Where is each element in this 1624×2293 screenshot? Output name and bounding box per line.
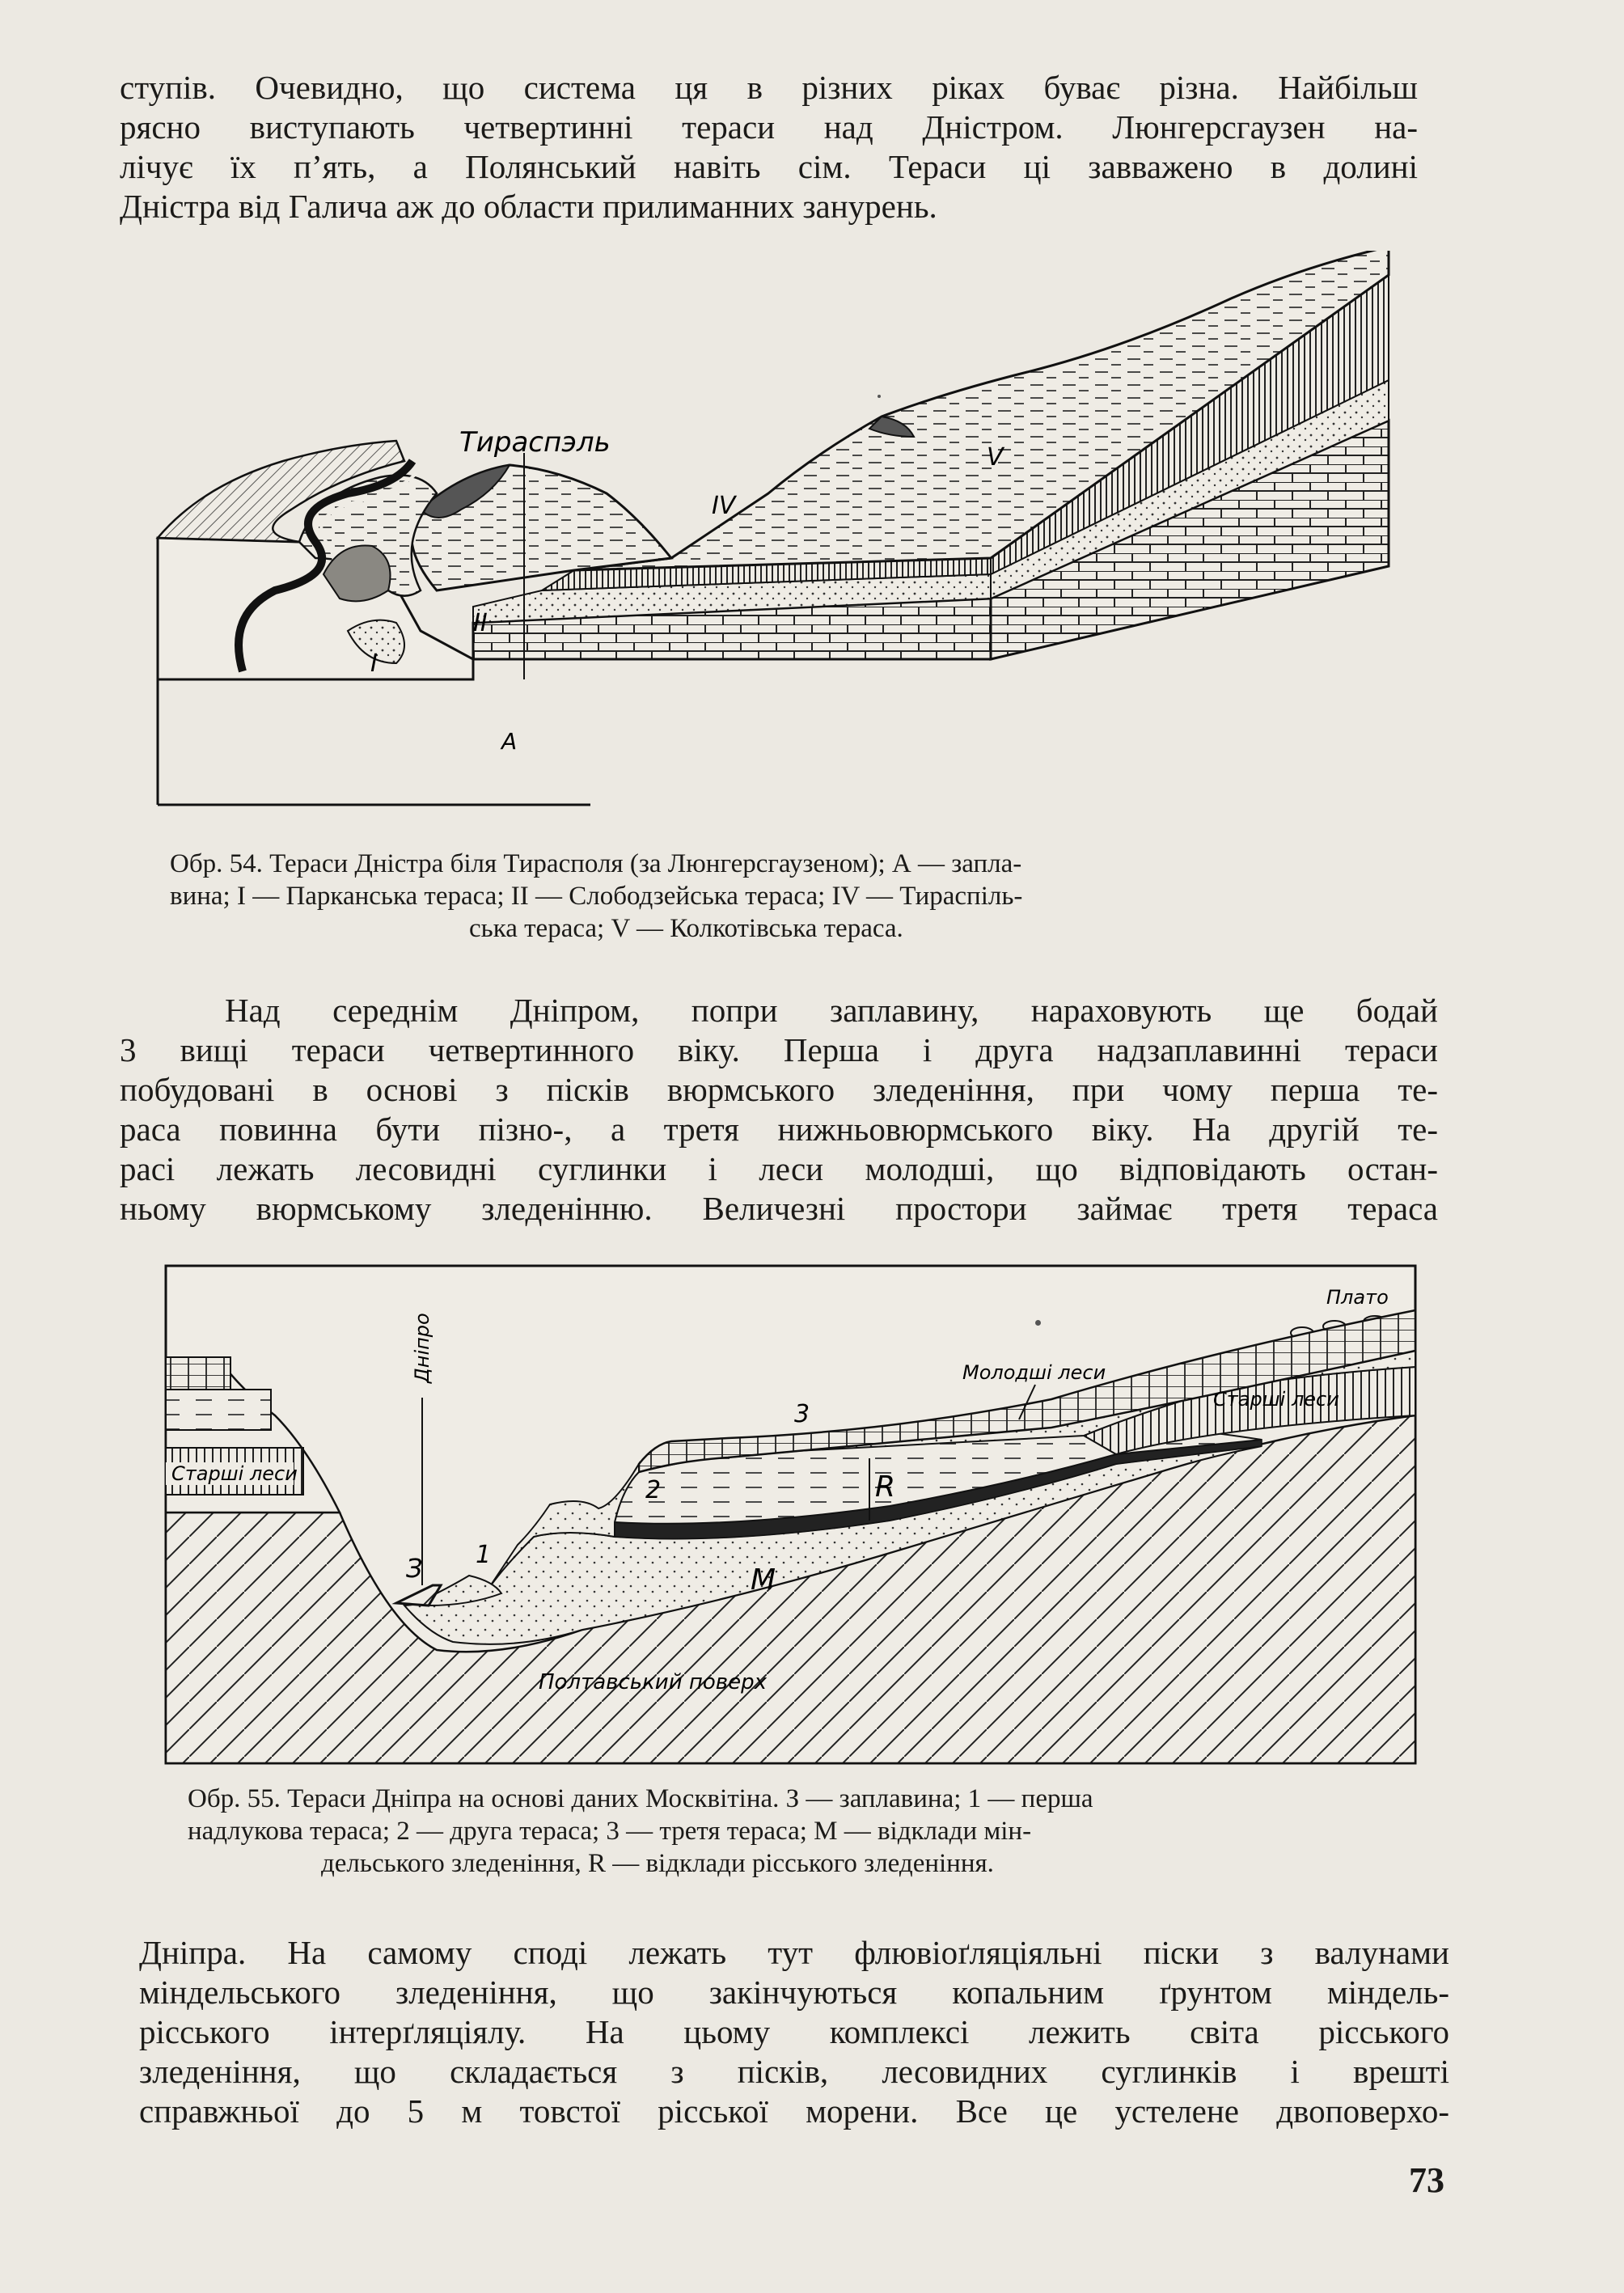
terrace-iv-label: IV xyxy=(712,492,736,520)
text-line: зледеніння, що складається з пісків, лесовидних суглинків і врешті xyxy=(139,2053,1449,2090)
text-line: расі лежать лесовидні суглинки і леси молодші, що відповідають остан- xyxy=(120,1150,1438,1187)
terrace-2-label: 2 xyxy=(645,1476,662,1504)
text-line: 3 вищі тераси четвертинного віку. Перша і друга надзаплавинні тераси xyxy=(120,1031,1438,1068)
caption-line: Обр. 55. Тераси Дніпра на основі даних Москвітіна. З — заплавина; 1 — перша xyxy=(188,1784,1093,1813)
riss-label: R xyxy=(875,1470,896,1504)
paragraph-2 xyxy=(120,991,1438,1229)
terrace-v-label: V xyxy=(987,443,1004,472)
terrace-ii-label: II xyxy=(473,609,488,637)
figure-54-block-diagram xyxy=(154,251,1407,817)
text-line: лічує їх п’ять, а Полянський навіть сім. Тераси ці завважено в долині xyxy=(120,148,1418,185)
text-line: міндельського зледеніння, що закінчуються копальним ґрунтом міндель- xyxy=(139,1974,1449,2011)
print-speck xyxy=(878,395,881,398)
plateau-label: Плато xyxy=(1326,1286,1389,1309)
figure-55-caption xyxy=(188,1783,1401,1880)
text-line: Дніпра. На самому споді лежать тут флювіоґляціяльні піски з валунами xyxy=(139,1934,1449,1971)
caption-line: вина; I — Парканська тераса; II — Слободзейська тераса; IV — Тираспіль- xyxy=(170,882,1023,911)
text-line: раса повинна бути пізно-, а третя нижньовюрмського віку. На другій те- xyxy=(120,1111,1438,1148)
page-number: 73 xyxy=(1409,2160,1444,2200)
young-loess-label: Молодші леси xyxy=(962,1361,1106,1384)
paragraph-3 xyxy=(139,1933,1449,2131)
text-line: рясно виступають четвертинні тераси над Дністром. Люнгерсгаузен на- xyxy=(120,108,1418,146)
left-pebble-layer xyxy=(166,1390,271,1430)
terrace-1-label: 1 xyxy=(476,1541,492,1569)
print-speck xyxy=(1035,1320,1041,1326)
text-line: справжньої до 5 м товстої рісської морени. Все це устелене двоповерхо- xyxy=(139,2092,1449,2130)
paragraph-1 xyxy=(120,68,1418,226)
floodplain-a-label: A xyxy=(501,728,518,755)
text-line: Над середнім Дніпром, попри заплавину, нараховують ще бодай xyxy=(225,992,1438,1029)
town-label: Тираспэль xyxy=(459,426,611,459)
text-line: ступів. Очевидно, що система ця в різних ріках буває різна. Найбільш xyxy=(120,69,1418,106)
old-loess-right-label: Старші леси xyxy=(1213,1388,1339,1411)
caption-line: Обр. 54. Тераси Дністра біля Тирасполя (за Люнгерсгаузеном); А — запла- xyxy=(170,849,1022,878)
figure-55-cross-section xyxy=(162,1262,1419,1767)
floodplain-label: З xyxy=(406,1553,423,1584)
text-line: рісського інтерґляціялу. На цьому комплексі лежить світа рісського xyxy=(139,2013,1449,2050)
caption-line: ська тераса; V — Колкотівська тераса. xyxy=(469,914,903,943)
left-grid-layer xyxy=(166,1357,230,1390)
terrace-3-label: 3 xyxy=(794,1400,810,1428)
text-line: побудовані в основі з пісків вюрмського зледеніння, при чому перша те- xyxy=(120,1071,1438,1108)
caption-line: дельського зледеніння, R — відклади рісського зледеніння. xyxy=(321,1849,994,1878)
text-line: Дністра від Галича аж до области прилиманних занурень. xyxy=(120,188,937,225)
text-line: ньому вюрмському зледенінню. Величезні простори займає третя тераса xyxy=(120,1190,1438,1227)
river-label: Дніпро xyxy=(411,1313,433,1383)
poltava-label: Полтавський поверх xyxy=(539,1670,767,1694)
terrace-i-label: I xyxy=(370,649,378,678)
figure-54-caption xyxy=(170,848,1399,945)
mindel-label: M xyxy=(751,1563,776,1597)
caption-line: надлукова тераса; 2 — друга тераса; 3 — третя тераса; М — відклади мін- xyxy=(188,1817,1032,1846)
old-loess-left-label: Старші леси xyxy=(171,1462,298,1485)
